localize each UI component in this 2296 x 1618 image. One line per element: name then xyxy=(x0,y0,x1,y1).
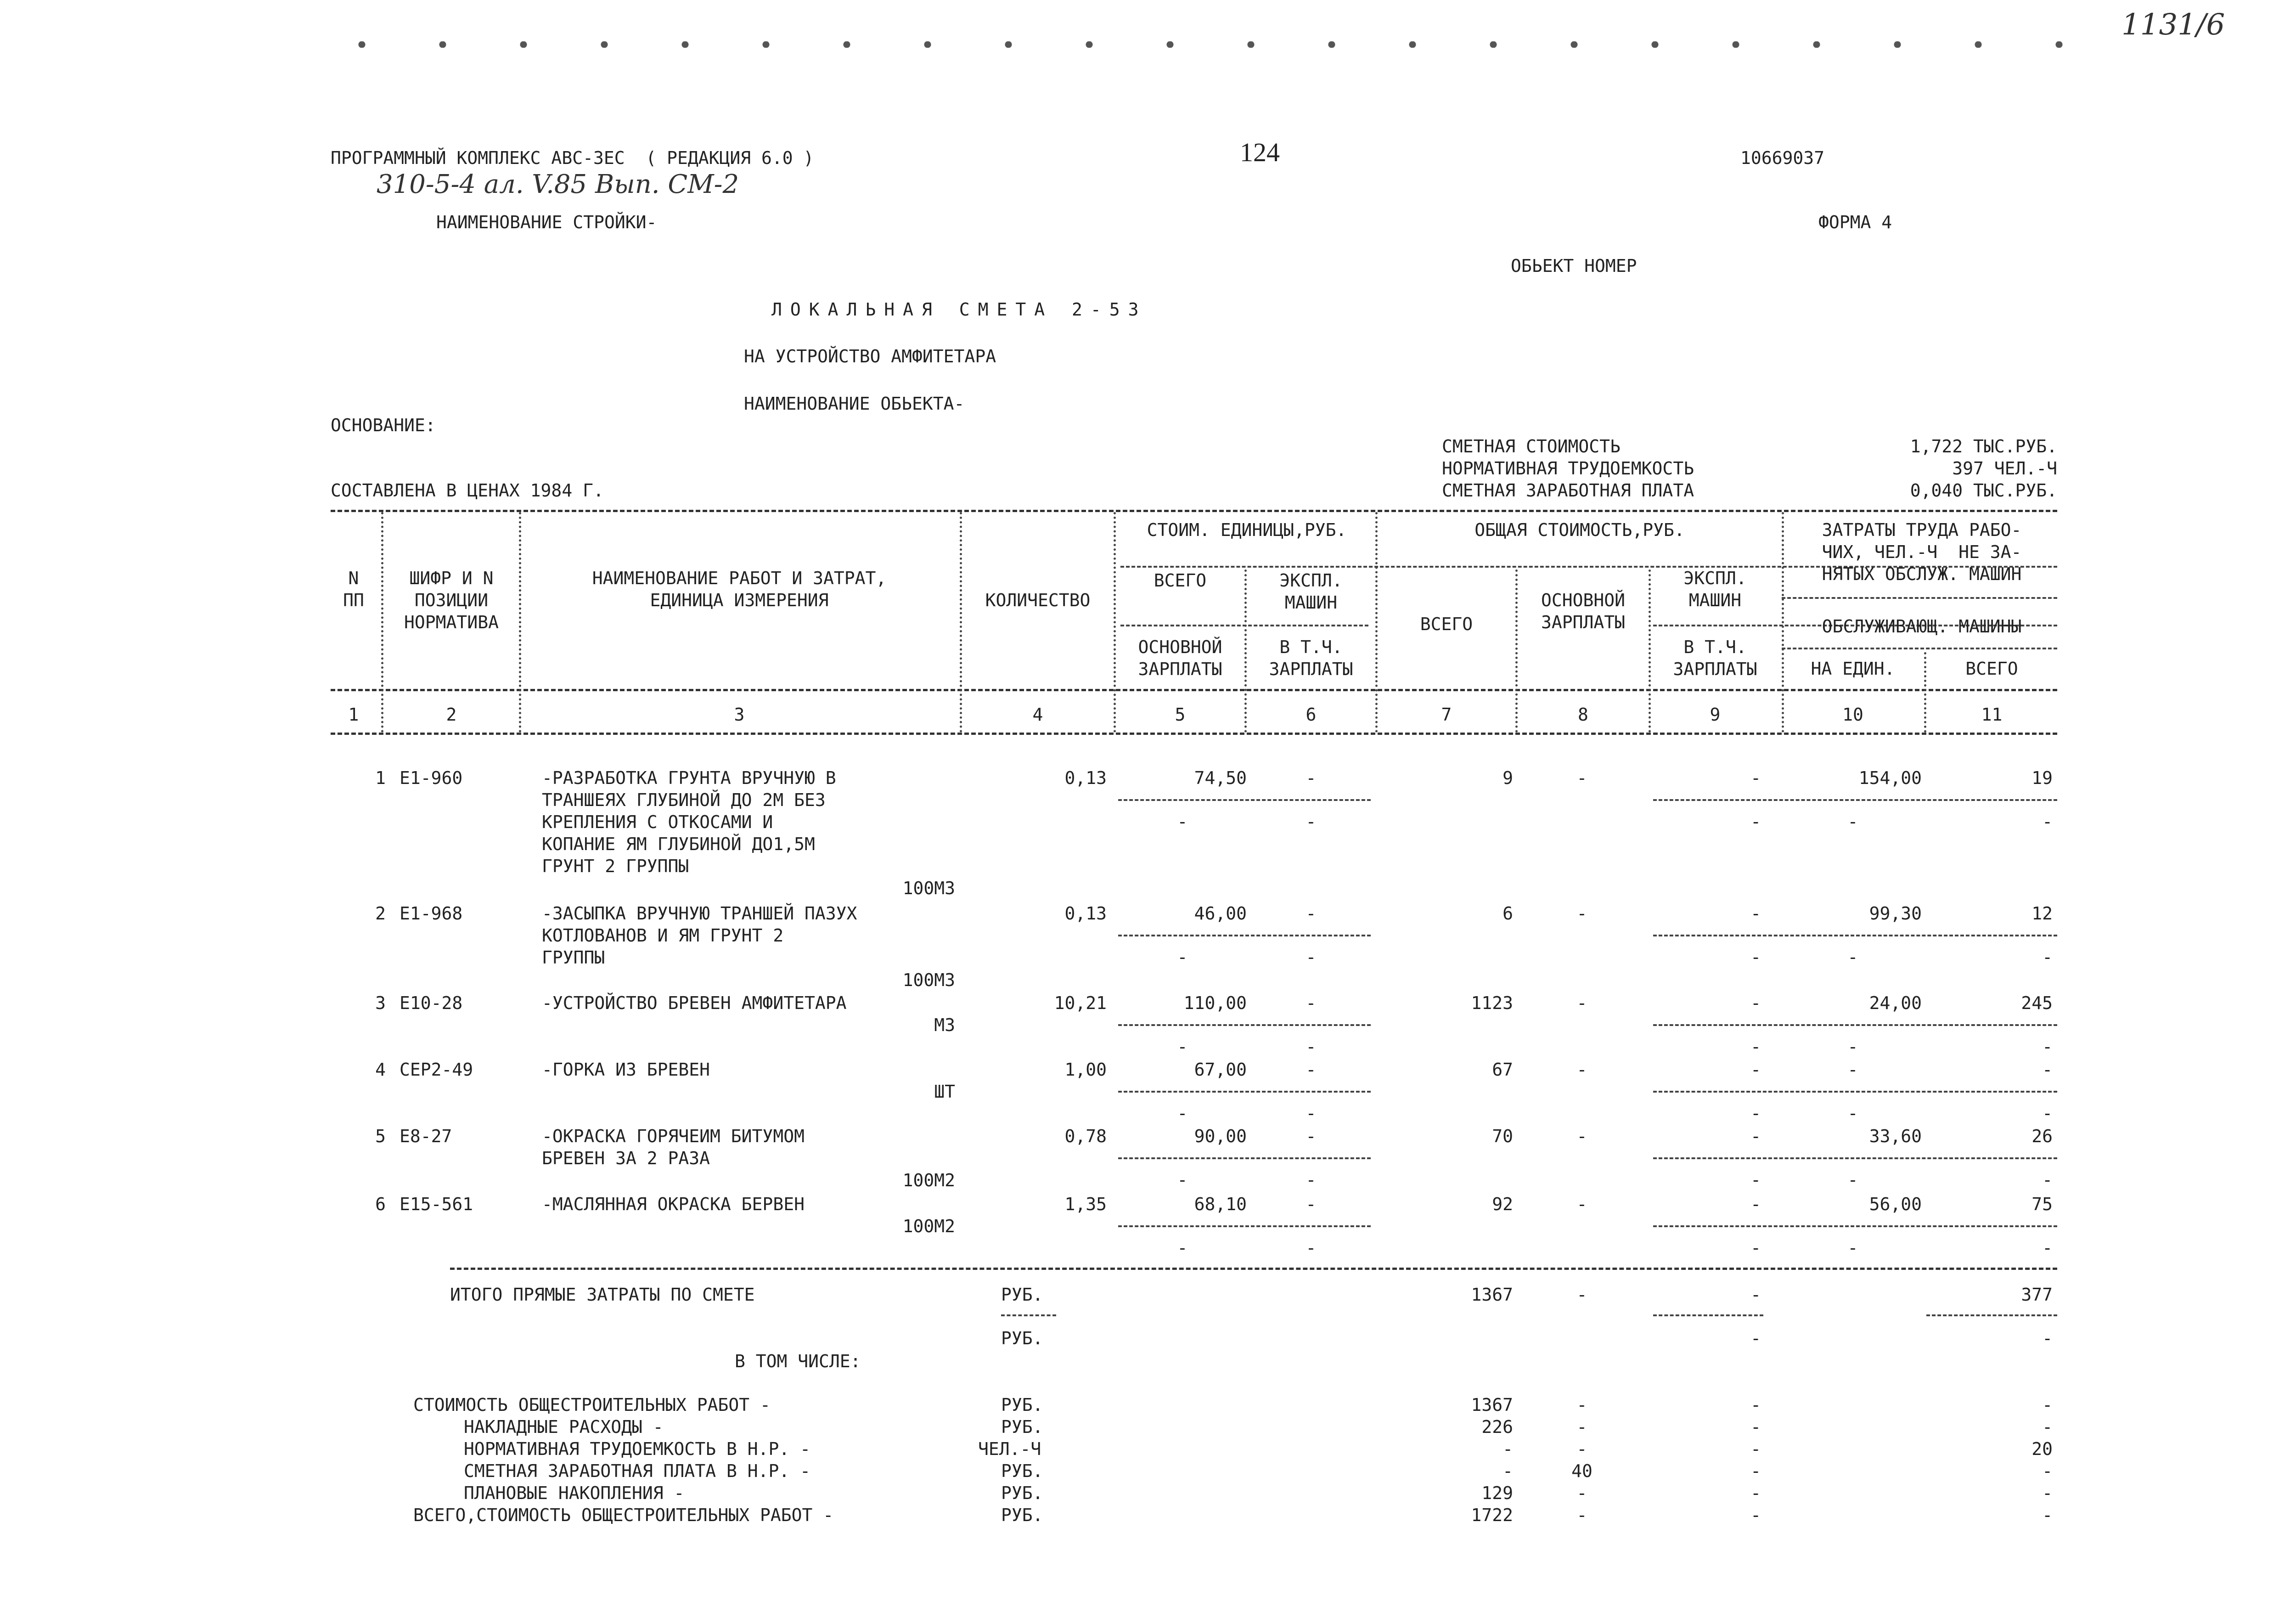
row-number: 4 xyxy=(375,1060,386,1080)
breakdown-labor: - xyxy=(2042,1395,2053,1415)
row-unit-machines: - xyxy=(1306,993,1317,1013)
row-sub-rule xyxy=(1118,1225,1371,1227)
breakdown-unit: РУБ. xyxy=(1001,1505,1043,1525)
row-sub-col10: - xyxy=(1847,947,1858,967)
row-sub-base-wage: - xyxy=(1177,812,1188,832)
breakdown-unit: РУБ. xyxy=(1001,1417,1043,1437)
row-sub-col11: - xyxy=(2042,947,2053,967)
direct-costs-label: ИТОГО ПРЯМЫЕ ЗАТРАТЫ ПО СМЕТЕ xyxy=(450,1285,755,1305)
row-quantity: 1,35 xyxy=(1064,1194,1107,1214)
top-dot-row xyxy=(321,41,2066,48)
row-sub-col10: - xyxy=(1847,1037,1858,1057)
breakdown-machines: - xyxy=(1750,1439,1761,1459)
object-number-label: ОБЬЕКТ НОМЕР xyxy=(1511,256,1637,276)
column-separator xyxy=(960,512,962,733)
row-name: -ОКРАСКА ГОРЯЧЕИМ БИТУМОМ БРЕВЕН ЗА 2 РАЗА xyxy=(542,1126,805,1168)
row-sub-rule xyxy=(1118,1157,1371,1159)
header-col-qty: КОЛИЧЕСТВО xyxy=(985,590,1091,610)
row-total-machines: - xyxy=(1750,768,1761,788)
table-top-rule xyxy=(331,510,2057,512)
totals-sub-rule xyxy=(1926,1314,2057,1316)
header-unit-incl-wage: В Т.Ч. ЗАРПЛАТЫ xyxy=(1269,637,1353,679)
row-total-machines: - xyxy=(1750,903,1761,924)
row-sub-base-wage: - xyxy=(1177,947,1188,967)
direct-costs-labor-2: - xyxy=(2042,1328,2053,1348)
summary-value: 0,040 ТЫС.РУБ. xyxy=(1910,480,2057,501)
row-labor-unit: 99,30 xyxy=(1869,903,1922,924)
row-number: 5 xyxy=(375,1126,386,1146)
breakdown-labor: 20 xyxy=(2032,1439,2053,1459)
column-number: 2 xyxy=(446,705,457,725)
row-sub-incl-wage: - xyxy=(1306,947,1317,967)
row-unit: ШТ xyxy=(934,1082,955,1102)
row-total-machines: - xyxy=(1750,1194,1761,1214)
page-number: 124 xyxy=(1240,137,1280,167)
row-total-wage: - xyxy=(1576,1194,1587,1214)
row-total-wage: - xyxy=(1576,1126,1587,1146)
row-sub-rule xyxy=(1653,935,2057,936)
breakdown-label: СТОИМОСТЬ ОБЩЕСТРОИТЕЛЬНЫХ РАБОТ - xyxy=(413,1395,771,1415)
direct-costs-unit: РУБ. xyxy=(1001,1285,1043,1305)
row-total: 67 xyxy=(1492,1060,1513,1080)
breakdown-machines: - xyxy=(1750,1505,1761,1525)
program-line: ПРОГРАММНЫЙ КОМПЛЕКС АВС-3ЕС ( РЕДАКЦИЯ 6.0 ) xyxy=(331,148,814,168)
row-sub-incl-wage: - xyxy=(1306,1037,1317,1057)
estimate-title: ЛОКАЛЬНАЯ СМЕТА 2-53 xyxy=(771,299,1147,320)
direct-costs-labor: 377 xyxy=(2021,1285,2053,1305)
document-code: 10669037 xyxy=(1740,148,1825,168)
breakdown-machines: - xyxy=(1750,1417,1761,1437)
corner-handwritten-note: 1131/6 xyxy=(2122,8,2225,42)
breakdown-total: 129 xyxy=(1481,1483,1513,1503)
totals-top-rule xyxy=(450,1268,2057,1270)
handwritten-reference: 310-5-4 ал. V.85 Вып. СМ-2 xyxy=(377,169,739,199)
column-separator xyxy=(381,512,383,733)
breakdown-wage: - xyxy=(1576,1395,1587,1415)
row-sub-base-wage: - xyxy=(1177,1170,1188,1190)
summary-value: 397 ЧЕЛ.-Ч xyxy=(1952,458,2057,479)
row-sub-col9: - xyxy=(1750,812,1761,832)
breakdown-unit: ЧЕЛ.-Ч xyxy=(978,1439,1041,1459)
estimate-subtitle: НА УСТРОЙСТВО АМФИТЕТАРА xyxy=(744,346,996,366)
breakdown-total: 1367 xyxy=(1471,1395,1513,1415)
row-sub-col11: - xyxy=(2042,1238,2053,1258)
row-code: Е1-968 xyxy=(400,903,463,924)
row-labor-total: 12 xyxy=(2032,903,2053,924)
breakdown-label: НОРМАТИВНАЯ ТРУДОЕМКОСТЬ В Н.Р. - xyxy=(464,1439,810,1459)
row-sub-col11: - xyxy=(2042,1103,2053,1123)
column-number: 3 xyxy=(734,705,745,725)
breakdown-unit: РУБ. xyxy=(1001,1483,1043,1503)
breakdown-total: - xyxy=(1503,1461,1513,1481)
breakdown-label: ПЛАНОВЫЕ НАКОПЛЕНИЯ - xyxy=(464,1483,685,1503)
row-sub-rule xyxy=(1653,1157,2057,1159)
header-total-machines: ЭКСПЛ. МАШИН xyxy=(1683,568,1747,610)
row-code: Е8-27 xyxy=(400,1126,452,1146)
direct-costs-machines: - xyxy=(1750,1285,1761,1305)
row-sub-base-wage: - xyxy=(1177,1037,1188,1057)
row-sub-col10: - xyxy=(1847,1103,1858,1123)
breakdown-total: 1722 xyxy=(1471,1505,1513,1525)
header-unit-machines: ЭКСПЛ. МАШИН xyxy=(1279,570,1343,613)
row-name: -УСТРОЙСТВО БРЕВЕН АМФИТЕТАРА xyxy=(542,993,847,1013)
row-number: 3 xyxy=(375,993,386,1013)
breakdown-labor: - xyxy=(2042,1483,2053,1503)
column-number: 6 xyxy=(1306,705,1317,725)
column-number: 8 xyxy=(1578,705,1588,725)
row-total-machines: - xyxy=(1750,993,1761,1013)
header-unit-base-wage: ОСНОВНОЙ ЗАРПЛАТЫ xyxy=(1138,637,1222,679)
header-sub-rule xyxy=(1782,648,2057,649)
row-number: 2 xyxy=(375,903,386,924)
row-total: 70 xyxy=(1492,1126,1513,1146)
row-number: 1 xyxy=(375,768,386,788)
construction-label: НАИМЕНОВАНИЕ СТРОЙКИ- xyxy=(436,212,657,232)
totals-sub-rule xyxy=(1653,1314,1763,1316)
header-total-incl-wage: В Т.Ч. ЗАРПЛАТЫ xyxy=(1673,637,1757,679)
row-labor-unit: 33,60 xyxy=(1869,1126,1922,1146)
totals-sub-rule xyxy=(1001,1314,1056,1316)
row-quantity: 0,13 xyxy=(1064,768,1107,788)
column-number: 11 xyxy=(1981,705,2003,725)
header-bottom-rule xyxy=(331,689,2057,691)
row-unit-machines: - xyxy=(1306,1060,1317,1080)
breakdown-wage: - xyxy=(1576,1505,1587,1525)
row-sub-col9: - xyxy=(1750,1103,1761,1123)
breakdown-label: ВСЕГО,СТОИМОСТЬ ОБЩЕСТРОИТЕЛЬНЫХ РАБОТ - xyxy=(413,1505,834,1525)
row-unit-machines: - xyxy=(1306,768,1317,788)
row-sub-rule xyxy=(1653,799,2057,801)
breakdown-unit: РУБ. xyxy=(1001,1461,1043,1481)
header-sub-rule xyxy=(1782,597,2057,599)
breakdown-wage: - xyxy=(1576,1439,1587,1459)
object-name-label: НАИМЕНОВАНИЕ ОБЬЕКТА- xyxy=(744,394,965,414)
row-sub-col9: - xyxy=(1750,1037,1761,1057)
row-labor-total: 75 xyxy=(2032,1194,2053,1214)
row-unit-machines: - xyxy=(1306,903,1317,924)
row-total: 92 xyxy=(1492,1194,1513,1214)
breakdown-labor: - xyxy=(2042,1461,2053,1481)
row-sub-incl-wage: - xyxy=(1306,1170,1317,1190)
breakdown-labor: - xyxy=(2042,1417,2053,1437)
basis-label: ОСНОВАНИЕ: xyxy=(331,415,436,435)
row-sub-col9: - xyxy=(1750,947,1761,967)
prices-basis-label: СОСТАВЛЕНА В ЦЕНАХ 1984 Г. xyxy=(331,480,604,501)
row-sub-rule xyxy=(1118,1091,1371,1093)
row-sub-base-wage: - xyxy=(1177,1103,1188,1123)
row-total: 6 xyxy=(1503,903,1513,924)
column-separator xyxy=(519,512,521,733)
row-labor-total: 245 xyxy=(2021,993,2053,1013)
column-separator xyxy=(1114,512,1116,733)
breakdown-machines: - xyxy=(1750,1461,1761,1481)
breakdown-wage: - xyxy=(1576,1483,1587,1503)
row-total-machines: - xyxy=(1750,1060,1761,1080)
header-col-name: НАИМЕНОВАНИЕ РАБОТ И ЗАТРАТ, ЕДИНИЦА ИЗМЕРЕНИЯ xyxy=(592,568,887,610)
row-unit: 100М3 xyxy=(902,878,955,898)
breakdown-wage: - xyxy=(1576,1417,1587,1437)
row-labor-total: 19 xyxy=(2032,768,2053,788)
row-name: -ЗАСЫПКА ВРУЧНУЮ ТРАНШЕЙ ПАЗУХ КОТЛОВАНОВ И ЯМ ГРУНТ 2 ГРУППЫ xyxy=(542,903,857,968)
form-label: ФОРМА 4 xyxy=(1818,212,1892,232)
row-code: СЕР2-49 xyxy=(400,1060,473,1080)
summary-value: 1,722 ТЫС.РУБ. xyxy=(1910,436,2057,457)
header-unit-total: ВСЕГО xyxy=(1154,570,1207,591)
breakdown-label: НАКЛАДНЫЕ РАСХОДЫ - xyxy=(464,1417,664,1437)
header-total-cost-group: ОБЩАЯ СТОИМОСТЬ,РУБ. xyxy=(1474,520,1685,540)
breakdown-machines: - xyxy=(1750,1483,1761,1503)
row-unit: 100М2 xyxy=(902,1216,955,1236)
row-total-wage: - xyxy=(1576,1060,1587,1080)
row-unit-machines: - xyxy=(1306,1194,1317,1214)
row-unit: М3 xyxy=(934,1015,955,1035)
row-sub-base-wage: - xyxy=(1177,1238,1188,1258)
header-total-base-wage: ОСНОВНОЙ ЗАРПЛАТЫ xyxy=(1541,590,1626,632)
row-quantity: 1,00 xyxy=(1064,1060,1107,1080)
row-labor-total: - xyxy=(2042,1060,2053,1080)
breakdown-label: СМЕТНАЯ ЗАРАБОТНАЯ ПЛАТА В Н.Р. - xyxy=(464,1461,810,1481)
row-unit-machines: - xyxy=(1306,1126,1317,1146)
column-number-rule xyxy=(331,733,2057,735)
including-label: В ТОМ ЧИСЛЕ: xyxy=(735,1351,861,1371)
header-col-n: N ПП xyxy=(343,568,364,610)
row-name: -ГОРКА ИЗ БРЕВЕН xyxy=(542,1060,710,1080)
column-separator xyxy=(1375,512,1378,733)
row-labor-total: 26 xyxy=(2032,1126,2053,1146)
row-labor-unit: 24,00 xyxy=(1869,993,1922,1013)
row-name: -МАСЛЯННАЯ ОКРАСКА БЕРВЕН xyxy=(542,1194,805,1214)
breakdown-total: 226 xyxy=(1481,1417,1513,1437)
row-sub-rule xyxy=(1653,1024,2057,1026)
column-number: 7 xyxy=(1441,705,1452,725)
breakdown-unit: РУБ. xyxy=(1001,1395,1043,1415)
row-unit-total: 68,10 xyxy=(1194,1194,1247,1214)
row-sub-rule xyxy=(1653,1091,2057,1093)
row-code: Е15-561 xyxy=(400,1194,473,1214)
row-labor-unit: - xyxy=(1847,1060,1858,1080)
row-sub-incl-wage: - xyxy=(1306,1103,1317,1123)
direct-costs-unit-2: РУБ. xyxy=(1001,1328,1043,1348)
row-unit-total: 74,50 xyxy=(1194,768,1247,788)
row-unit-total: 46,00 xyxy=(1194,903,1247,924)
row-labor-unit: 56,00 xyxy=(1869,1194,1922,1214)
row-number: 6 xyxy=(375,1194,386,1214)
row-quantity: 0,78 xyxy=(1064,1126,1107,1146)
header-labor-per-unit: НА ЕДИН. xyxy=(1811,659,1895,679)
row-sub-col11: - xyxy=(2042,1170,2053,1190)
row-code: Е1-960 xyxy=(400,768,463,788)
row-total: 9 xyxy=(1503,768,1513,788)
row-quantity: 10,21 xyxy=(1054,993,1107,1013)
header-labor-group: ЗАТРАТЫ ТРУДА РАБО- ЧИХ, ЧЕЛ.-Ч НЕ ЗА- НЯТЫХ ОБСЛУЖ. МАШИН xyxy=(1822,520,2022,584)
row-sub-col10: - xyxy=(1847,1170,1858,1190)
row-total: 1123 xyxy=(1471,993,1513,1013)
row-sub-col11: - xyxy=(2042,812,2053,832)
row-sub-rule xyxy=(1653,1225,2057,1227)
row-sub-col9: - xyxy=(1750,1238,1761,1258)
row-sub-incl-wage: - xyxy=(1306,812,1317,832)
row-sub-incl-wage: - xyxy=(1306,1238,1317,1258)
column-number: 1 xyxy=(348,705,359,725)
breakdown-wage: 40 xyxy=(1571,1461,1593,1481)
row-total-wage: - xyxy=(1576,768,1587,788)
direct-costs-total: 1367 xyxy=(1471,1285,1513,1305)
row-sub-col10: - xyxy=(1847,1238,1858,1258)
row-sub-rule xyxy=(1118,1024,1371,1026)
row-name: -РАЗРАБОТКА ГРУНТА ВРУЧНУЮ В ТРАНШЕЯХ ГЛУБИНОЙ ДО 2М БЕЗ КРЕПЛЕНИЯ С ОТКОСАМИ И КОПАНИЕ ЯМ ГЛУБИНОЙ ДО1,5М ГРУНТ 2 ГРУППЫ xyxy=(542,768,836,876)
row-unit-total: 110,00 xyxy=(1183,993,1247,1013)
header-unit-cost-group: СТОИМ. ЕДИНИЦЫ,РУБ. xyxy=(1147,520,1347,540)
header-labor-machines: ОБСЛУЖИВАЮЩ. МАШИНЫ xyxy=(1822,616,2022,637)
row-labor-unit: 154,00 xyxy=(1858,768,1922,788)
column-number: 5 xyxy=(1175,705,1186,725)
summary-label: НОРМАТИВНАЯ ТРУДОЕМКОСТЬ xyxy=(1442,458,1694,479)
row-quantity: 0,13 xyxy=(1064,903,1107,924)
row-total-wage: - xyxy=(1576,903,1587,924)
row-unit-total: 90,00 xyxy=(1194,1126,1247,1146)
row-unit: 100М2 xyxy=(902,1170,955,1190)
summary-label: СМЕТНАЯ ЗАРАБОТНАЯ ПЛАТА xyxy=(1442,480,1694,501)
row-unit: 100М3 xyxy=(902,970,955,990)
row-sub-rule xyxy=(1118,799,1371,801)
column-number: 9 xyxy=(1710,705,1721,725)
header-labor-total: ВСЕГО xyxy=(1965,659,2018,679)
breakdown-total: - xyxy=(1503,1439,1513,1459)
summary-label: СМЕТНАЯ СТОИМОСТЬ xyxy=(1442,436,1621,457)
column-number: 4 xyxy=(1032,705,1043,725)
direct-costs-machines-2: - xyxy=(1750,1328,1761,1348)
row-total-machines: - xyxy=(1750,1126,1761,1146)
row-sub-col9: - xyxy=(1750,1170,1761,1190)
column-number: 10 xyxy=(1842,705,1863,725)
row-code: Е10-28 xyxy=(400,993,463,1013)
row-total-wage: - xyxy=(1576,993,1587,1013)
row-unit-total: 67,00 xyxy=(1194,1060,1247,1080)
row-sub-rule xyxy=(1118,935,1371,936)
row-sub-col11: - xyxy=(2042,1037,2053,1057)
row-sub-col10: - xyxy=(1847,812,1858,832)
header-total-all: ВСЕГО xyxy=(1420,614,1473,634)
breakdown-labor: - xyxy=(2042,1505,2053,1525)
header-col-code: ШИФР И N ПОЗИЦИИ НОРМАТИВА xyxy=(404,568,499,632)
breakdown-machines: - xyxy=(1750,1395,1761,1415)
direct-costs-wage: - xyxy=(1576,1285,1587,1305)
